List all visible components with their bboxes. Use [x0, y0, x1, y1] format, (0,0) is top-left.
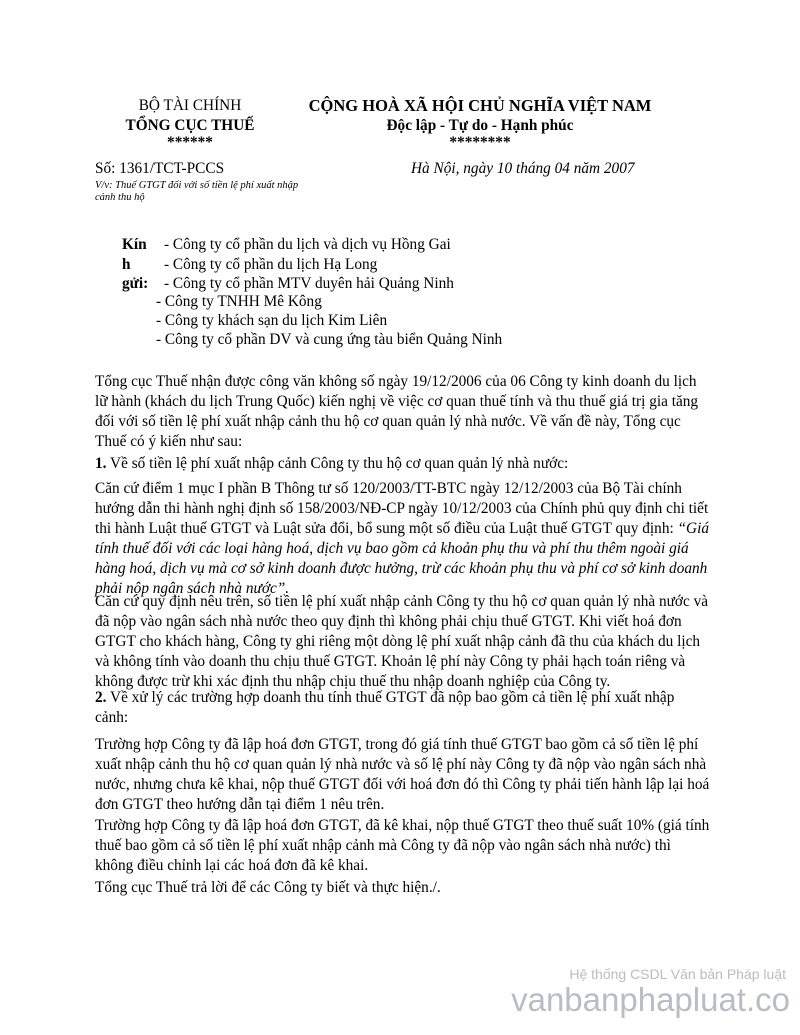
- intro-text: Tổng cục Thuế nhận được công văn không số ngày 19/12/2006 của 06 Công ty kinh doanh du lịch lữ hành (khách du lịch Trung Quốc) kiến nghị về việc cơ quan thuế tính và thu thuế giá trị gia tăng đối với số tiền lệ phí xuất nhập cảnh thu hộ cơ quan quản lý nhà nước. Về vấn đề này, Tổng cục Thuế có ý kiến như sau:: [95, 373, 699, 450]
- section-1-paragraph-1-lead: Căn cứ điểm 1 mục I phần B Thông tư số 120/2003/TT-BTC ngày 12/12/2003 của Bộ Tài chính hướng dẫn thi hành nghị định số 158/2003/NĐ-CP ngày 10/12/2003 của Chính phủ quy định chi tiết thi hành Luật thuế GTGT và Luật sửa đổi, bổ sung một số điều của Luật thuế GTGT quy định:: [95, 480, 709, 537]
- section-1-paragraph-2: [95, 592, 710, 692]
- section-2-number: 2.: [95, 689, 107, 706]
- intro-paragraph: [95, 372, 710, 452]
- recipient-label-part-1: Kín: [122, 236, 147, 253]
- watermark-caption: Hệ thống CSDL Văn bản Pháp luật: [569, 966, 786, 982]
- national-motto: Độc lập - Tự do - Hạnh phúc: [386, 117, 574, 134]
- section-2-paragraph-1-text: Trường hợp Công ty đã lập hoá đơn GTGT, trong đó giá tính thuế GTGT bao gồm cả số tiền lệ phí xuất nhập cảnh thu hộ cơ quan quản lý nhà nước và số lệ phí này Công ty đã nộp vào ngân sách nhà nước, nhưng chưa kê khai, nộp thuế GTGT đối với hoá đơn đó thì Công ty phải tiến hành lập lại hoá đơn GTGT theo hướng dẫn tại điểm 1 nêu trên.: [95, 736, 710, 813]
- closing-paragraph: [95, 878, 710, 898]
- document-subject-line-2: cảnh thu hộ: [95, 192, 145, 203]
- recipient-label-part-2: h: [122, 256, 131, 273]
- recipient-label-part-3: gửi:: [122, 275, 149, 292]
- section-1-number: 1.: [95, 455, 107, 472]
- section-1-quote: “Giá tính thuế đối với các loại hàng hoá, dịch vụ bao gồm cả khoản phụ thu và phí thu thêm ngoài giá hàng hoá, dịch vụ mà cơ sở kinh doanh được hưởng, trừ các khoản phụ thu và phí cơ sở kinh doanh phải nộp ngân sách nhà nước”.: [95, 520, 709, 597]
- section-1-paragraph-2-text: Căn cứ quy định nêu trên, số tiền lệ phí xuất nhập cảnh Công ty thu hộ cơ quan quản lý nhà nước và đã nộp vào ngân sách nhà nước theo quy định thì không phải chịu thuế GTGT. Khi viết hoá đơn GTGT cho khách hàng, Công ty ghi riêng một dòng lệ phí xuất nhập cảnh đã thu của khách du lịch và không tính vào doanh thu chịu thuế GTGT. Khoản lệ phí này Công ty phải hạch toán riêng và không được trừ khi xác định thu nhập chịu thuế thu nhập doanh nghiệp của Công ty.: [95, 593, 709, 690]
- section-2-heading: [95, 688, 710, 728]
- recipient-item: - Công ty cổ phần du lịch Hạ Long: [164, 256, 378, 273]
- section-1-title: Về số tiền lệ phí xuất nhập cảnh Công ty thu hộ cơ quan quản lý nhà nước:: [106, 455, 569, 472]
- section-2-paragraph-2: [95, 816, 710, 876]
- section-2-paragraph-1: [95, 735, 710, 815]
- ministry-name: BỘ TÀI CHÍNH: [138, 97, 242, 114]
- section-2-title: Về xử lý các trường hợp doanh thu tính thuế GTGT đã nộp bao gồm cả tiền lệ phí xuất nhập cảnh:: [95, 689, 675, 726]
- national-title: CỘNG HOÀ XÃ HỘI CHỦ NGHĨA VIỆT NAM: [308, 96, 652, 115]
- recipient-item: - Công ty cổ phần du lịch và dịch vụ Hồng Gai: [164, 236, 451, 253]
- watermark-site: vanbanphapluat.co: [511, 981, 790, 1018]
- right-stars-divider: ********: [449, 134, 511, 151]
- recipient-item: - Công ty TNHH Mê Kông: [156, 293, 322, 310]
- department-name: TỔNG CỤC THUẾ: [125, 117, 255, 134]
- section-1-heading: [95, 454, 710, 474]
- document-number: Số: 1361/TCT-PCCS: [95, 160, 225, 177]
- section-1-paragraph-1: [95, 479, 710, 599]
- left-stars-divider: ******: [167, 134, 213, 151]
- section-2-paragraph-2-text: Trường hợp Công ty đã lập hoá đơn GTGT, đã kê khai, nộp thuế GTGT theo thuế suất 10% (giá tính thuế bao gồm cả số tiền lệ phí xuất nhập cảnh mà Công ty đã nộp vào ngân sách nhà nước) thì không điều chỉnh lại các hoá đơn đã kê khai.: [95, 817, 710, 874]
- recipient-item: - Công ty khách sạn du lịch Kim Liên: [156, 312, 388, 329]
- document-subject-line-1: V/v: Thuế GTGT đối với số tiền lệ phí xuất nhập: [95, 180, 299, 191]
- recipient-item: - Công ty cổ phần MTV duyên hải Quảng Ninh: [164, 275, 454, 292]
- recipient-item: - Công ty cổ phần DV và cung ứng tàu biển Quảng Ninh: [156, 331, 503, 348]
- closing-text: Tổng cục Thuế trả lời để các Công ty biết và thực hiện./.: [95, 879, 441, 896]
- place-and-date: Hà Nội, ngày 10 tháng 04 năm 2007: [411, 160, 635, 177]
